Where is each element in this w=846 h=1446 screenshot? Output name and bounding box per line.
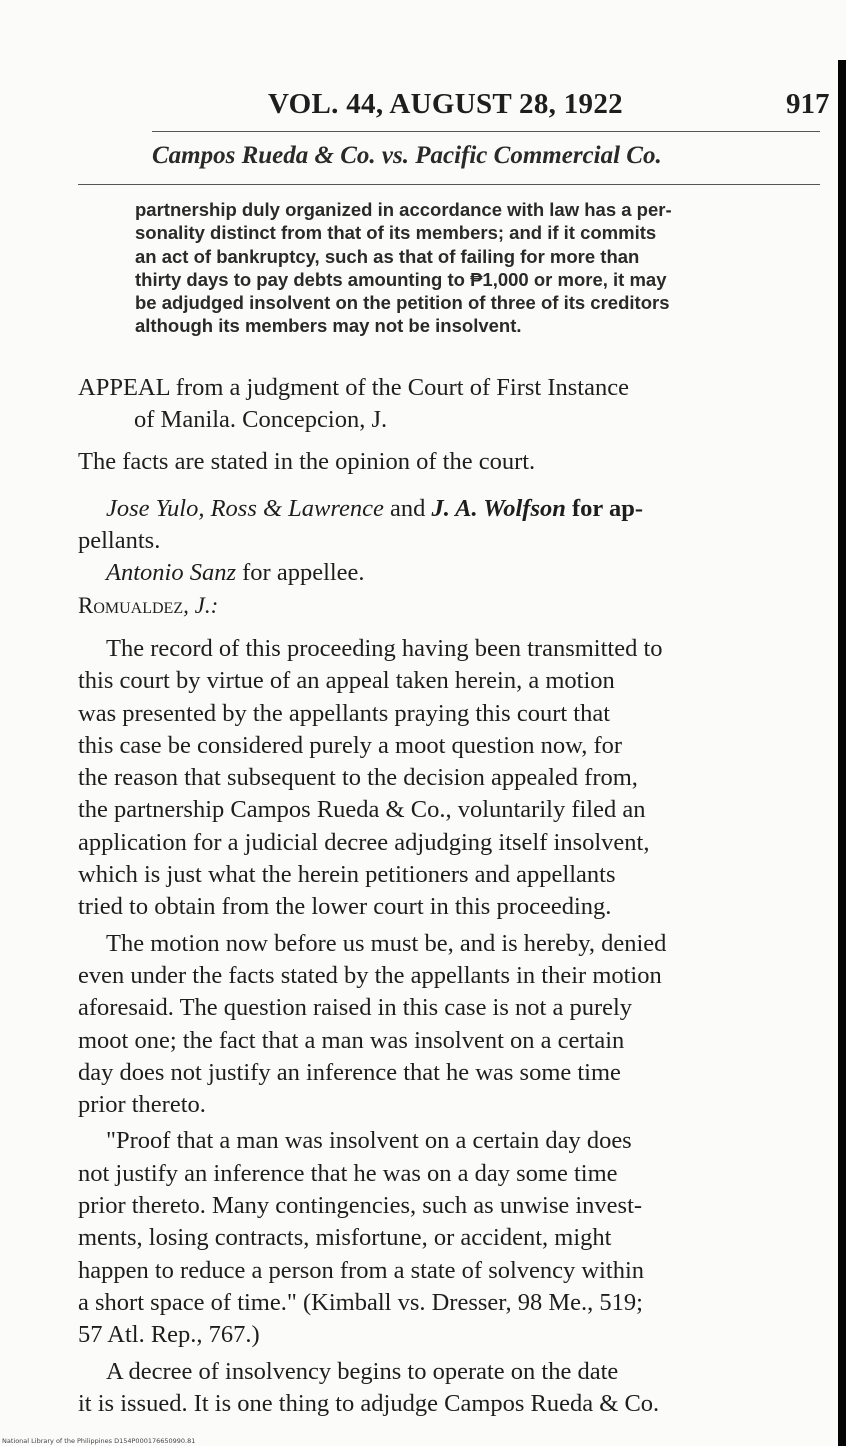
counsel-appellee-line — [78, 557, 643, 589]
quote-line: a short space of time." (Kimball vs. Dresser, 98 Me., 519; — [78, 1288, 643, 1316]
quote-line: "Proof that a man was insolvent on a certain day does — [106, 1127, 632, 1155]
opinion-line: moot one; the fact that a man was insolvent on a certain — [78, 1026, 625, 1054]
syllabus-line: be adjudged insolvent on the petition of three of its creditors — [135, 292, 670, 314]
opinion-line: prior thereto. — [78, 1091, 206, 1119]
opinion-line: this case be considered purely a moot question now, for — [78, 731, 623, 759]
appellee-counsel: Antonio Sanz — [106, 559, 236, 586]
opinion-line: day does not justify an inference that he was some time — [78, 1058, 621, 1086]
quote-line: not justify an inference that he was on a day some time — [78, 1159, 618, 1187]
running-header — [0, 88, 846, 128]
quote-line: 57 Atl. Rep., 767.) — [78, 1321, 260, 1349]
counsel-for-ap: for ap- — [572, 495, 643, 522]
counsel-block — [78, 493, 643, 589]
syllabus — [135, 198, 835, 338]
opinion-line: The record of this proceeding having been transmitted to — [106, 635, 663, 662]
opinion-line: aforesaid. The question raised in this case is not a purely — [78, 994, 633, 1022]
opinion-line: tried to obtain from the lower court in this proceeding. — [78, 893, 612, 921]
justice-name: Romualdez — [78, 593, 184, 618]
counsel-appellants-cont: pellants. — [78, 527, 161, 554]
justice-suffix: , J.: — [183, 593, 219, 618]
syllabus-line: partnership duly organized in accordance with law has a per- — [135, 199, 672, 220]
syllabus-line: sonality distinct from that of its members; and if it commits — [135, 222, 657, 244]
appellants-counsel: Jose Yulo, Ross & Lawrence — [106, 495, 384, 522]
counsel-appellants-line — [78, 493, 643, 525]
facts-statement: The facts are stated in the opinion of the court. — [78, 448, 536, 475]
syllabus-line: thirty days to pay debts amounting to ₱1,000 or more, it may — [135, 268, 667, 290]
ponente — [78, 593, 218, 619]
quote-line: ments, losing contracts, misfortune, or accident, might — [78, 1224, 612, 1252]
syllabus-line: although its members may not be insolvent. — [135, 315, 522, 337]
opinion-line: even under the facts stated by the appellants in their motion — [78, 961, 662, 989]
page-number: 917 — [786, 88, 830, 120]
appeal-line: of Manila. Concepcion, J. — [134, 406, 388, 433]
opinion-line: A decree of insolvency begins to operate on the date — [106, 1357, 619, 1385]
opinion-line: was presented by the appellants praying this court that — [78, 699, 611, 727]
appeal-statement — [78, 372, 629, 436]
opinion-line: the partnership Campos Rueda & Co., voluntarily filed an — [78, 796, 646, 824]
opinion-line: application for a judicial decree adjudging itself insolvent, — [78, 828, 650, 856]
opinion-line: The motion now before us must be, and is hereby, denied — [106, 929, 667, 957]
running-title: VOL. 44, AUGUST 28, 1922 — [268, 88, 623, 120]
opinion-line: which is just what the herein petitioners and appellants — [78, 861, 616, 889]
page-edge-shadow — [838, 60, 846, 1446]
counsel-for-appellee: for appellee. — [242, 559, 365, 586]
counsel-and: and — [390, 495, 426, 522]
case-title-rule — [78, 184, 820, 185]
opinion-line: the reason that subsequent to the decision appealed from, — [78, 764, 638, 792]
opinion-line: it is issued. It is one thing to adjudge Campos Rueda & Co. — [78, 1389, 660, 1417]
opinion-body — [78, 633, 666, 1420]
appellants-counsel-2: J. A. Wolfson — [431, 495, 566, 522]
opinion-line: this court by virtue of an appeal taken herein, a motion — [78, 667, 615, 695]
scan-credit: National Library of the Philippines D154P000176650990.81 — [2, 1437, 196, 1445]
case-title: Campos Rueda & Co. vs. Pacific Commercial Co. — [152, 142, 662, 169]
header-rule — [152, 131, 820, 132]
quote-line: prior thereto. Many contingencies, such as unwise invest- — [78, 1192, 643, 1220]
appeal-line: APPEAL from a judgment of the Court of First Instance — [78, 374, 629, 401]
syllabus-line: an act of bankruptcy, such as that of failing for more than — [135, 245, 640, 267]
quote-line: happen to reduce a person from a state of solvency within — [78, 1256, 645, 1284]
